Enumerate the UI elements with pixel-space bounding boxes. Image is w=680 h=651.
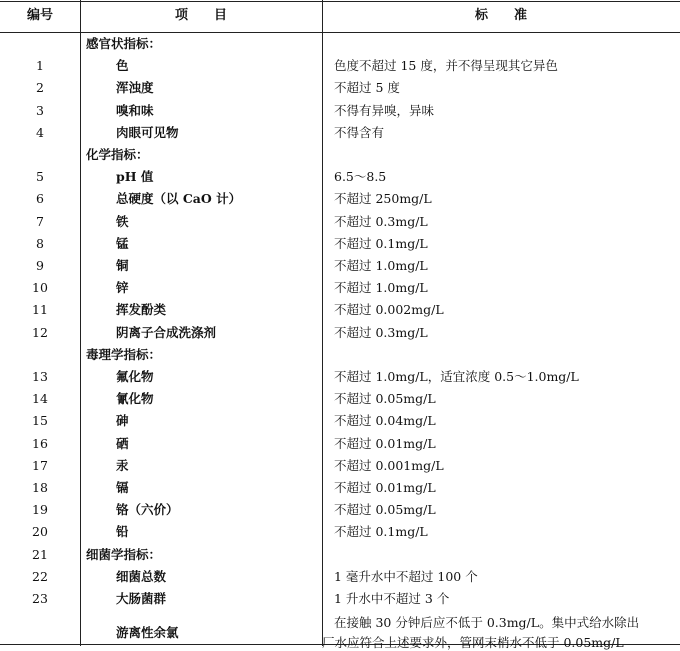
category-heading: 细菌学指标： [86, 546, 162, 562]
item-name: 硒 [116, 435, 129, 451]
standard-value: 不超过 0.01mg/L [334, 480, 436, 495]
standard-value: 不超过 0.001mg/L [334, 457, 444, 473]
row-number: 16 [32, 435, 48, 451]
standard-value: 不超过 0.05mg/L [334, 391, 436, 407]
standard-value: 不超过 0.01mg/L [334, 435, 436, 451]
row-number: 4 [36, 124, 44, 140]
standard-value: 1 升水中不超过 3 个 [334, 591, 450, 606]
header-item: 项 目 [174, 8, 227, 23]
item-name: 铁 [116, 213, 129, 229]
standard-value: 不超过 1.0mg/L，适宜浓度 0.5～1.0mg/L [334, 369, 579, 384]
row-number: 2 [36, 80, 44, 96]
standard-value: 不超过 5 度 [334, 80, 400, 96]
standard-value: 1 毫升水中不超过 100 个 [334, 568, 478, 584]
row-number: 8 [36, 235, 44, 251]
item-name: 色 [116, 58, 129, 74]
item-name: pH 值 [116, 169, 154, 185]
row-number: 22 [32, 568, 48, 584]
row-number: 19 [32, 502, 48, 518]
standard-value: 不超过 0.05mg/L [334, 502, 436, 518]
item-name: 锌 [116, 280, 129, 296]
row-number: 5 [36, 169, 44, 185]
standard-value: 不得有异嗅，异味 [334, 102, 435, 118]
row-number: 15 [32, 413, 48, 429]
column-divider-item [322, 0, 323, 646]
standard-value: 不超过 0.04mg/L [334, 413, 436, 429]
standard-value-continued: 厂水应符合上述要求外，管网末梢水不低于 0.05mg/L [322, 635, 624, 651]
item-name: 汞 [116, 457, 129, 473]
row-number: 1 [36, 58, 44, 74]
header-standard: 标 准 [474, 8, 527, 23]
item-name: 挥发酚类 [116, 302, 167, 318]
row-number: 10 [32, 280, 48, 296]
standard-value: 6.5～8.5 [334, 169, 387, 185]
category-heading: 化学指标： [86, 147, 149, 162]
item-name: 锰 [116, 235, 129, 251]
item-name: 浑浊度 [116, 80, 154, 96]
item-name: 铅 [116, 524, 129, 540]
row-number: 17 [32, 457, 48, 473]
row-number: 21 [32, 546, 48, 562]
item-name: 细菌总数 [116, 568, 167, 584]
item-name: 铬（六价） [116, 502, 179, 518]
standard-value: 不超过 0.3mg/L [334, 213, 428, 229]
header-no: 编号 [26, 8, 53, 23]
item-name: 氟化物 [116, 369, 154, 384]
standard-value: 不超过 0.3mg/L [334, 324, 428, 340]
standard-value: 在接触 30 分钟后应不低于 0.3mg/L。集中式给水除出 [334, 615, 640, 631]
standard-value: 不超过 250mg/L [334, 191, 432, 207]
row-number: 12 [32, 324, 48, 340]
table-top-border [0, 1, 680, 2]
row-number: 13 [32, 369, 48, 384]
standard-value: 色度不超过 15 度，并不得呈现其它异色 [334, 58, 558, 74]
item-name: 嗅和味 [116, 102, 154, 118]
row-number: 9 [36, 258, 44, 273]
row-number: 3 [36, 102, 44, 118]
item-name: 氰化物 [116, 391, 154, 407]
item-name: 镉 [116, 480, 129, 495]
row-number: 14 [32, 391, 48, 407]
item-name: 阴离子合成洗涤剂 [116, 324, 217, 340]
standard-value: 不超过 1.0mg/L [334, 258, 428, 273]
row-number: 6 [36, 191, 44, 207]
standard-value: 不得含有 [334, 124, 385, 140]
item-name: 游离性余氯 [116, 625, 179, 641]
category-heading: 毒理学指标： [86, 346, 162, 362]
row-number: 20 [32, 524, 48, 540]
row-number: 7 [36, 213, 44, 229]
column-divider-no [80, 0, 81, 646]
item-name: 总硬度（以 CaO 计） [116, 191, 242, 207]
item-name: 大肠菌群 [116, 591, 167, 606]
standard-value: 不超过 0.1mg/L [334, 235, 428, 251]
item-name: 肉眼可见物 [116, 124, 179, 140]
row-number: 11 [32, 302, 48, 318]
standard-value: 不超过 0.1mg/L [334, 524, 428, 540]
standard-value: 不超过 1.0mg/L [334, 280, 428, 296]
row-number: 18 [32, 480, 48, 495]
header-bottom-border [0, 32, 680, 33]
standard-value: 不超过 0.002mg/L [334, 302, 444, 318]
item-name: 铜 [116, 258, 129, 273]
category-heading: 感官状指标： [86, 36, 162, 51]
row-number: 23 [32, 591, 48, 606]
item-name: 砷 [116, 413, 129, 429]
